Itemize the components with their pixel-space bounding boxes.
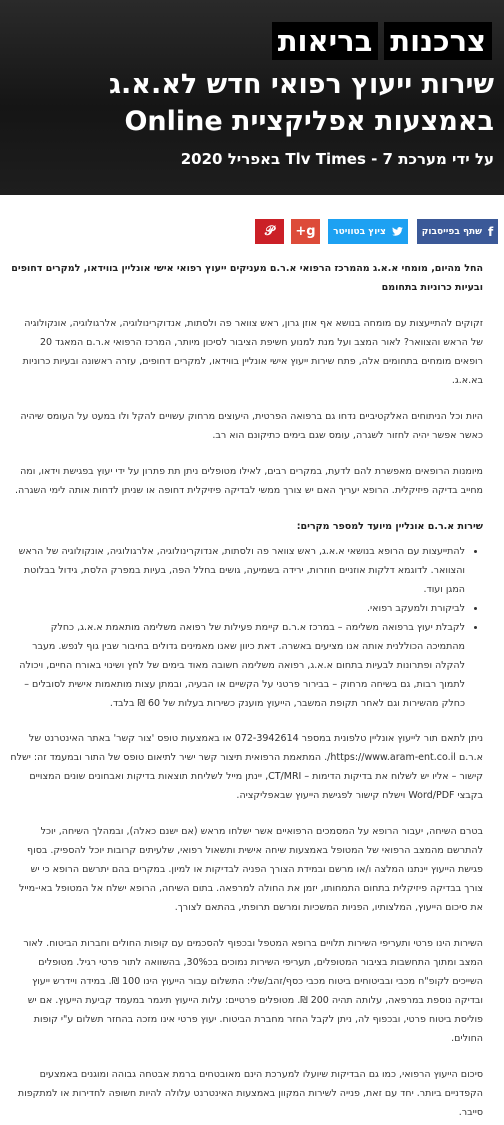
list-item: • לביקורת ולמעקב רפואי. [10, 599, 465, 618]
article-paragraph-7: סיכום הייעוץ הרפואי, כמו גם הבדיקות שיועלו למערכת הינם מאובטחים ברמת אבטחה גבוהה ומוגנים באמצעים הקפדניים ביותר. יחד עם זאת, פנייה לשירות המקוון באמצעות האינטרנט עלולה להיות חשופה לחדירות או למתקפות סייבר. [17, 1069, 483, 1118]
twitter-share-button[interactable] [328, 219, 408, 244]
article-paragraph-2: היות וכל הניתוחים האלקטיביים נדחו גם ברפואה הפרטית, היעוצים מרחוק עשויים להקל ולו במעט על העומס שיהיה כאשר אפשר יהיה לחזור לשגרה, עומס שגם בימים כתיקונם הוא רב. [20, 411, 483, 441]
twitter-icon [392, 225, 403, 239]
article-paragraph-3: מיומנות הרופאים מאפשרת להם לדעת, במקרים רבים, לאילו מטופלים ניתן תת פתרון על ידי יעוץ בפגישת וידאו, ומה מחייב בדיקה פיזיקלית. הרופא יעריך האם יש צורך ממשי לבדיקה פיזיקלית דחופה או שניתן לדחות אותה לימי השגרה. [15, 466, 483, 496]
article-subheading: שירות א.ר.ם אונליין מיועד למספר מקרים: [296, 521, 483, 532]
google-plus-share-button[interactable] [291, 219, 320, 244]
article-paragraph-5: בטרם השיחה, יעבור הרופא על המסמכים הרפואיים אשר ישלחו מראש (אם ישנם כאלה), ובמהלך השיחה, יוכל להתרשם מהמצב הרפואי של המטופל באמצעות שיחה אישית ותשאול רפואי, שלעיתים קרובות יוכל להספיק. בסוף פגישת הייעוץ יינתנו המלצה ו/או מרשם ובמידת הצורך הפניה לבדיקות או למיון. במקרים בהם יתרשם הרופא כי יש צורך בבדיקה פיזיקלית בתחום התמחותו, יזמן את החולה למרפאה. בתום השיחה, הרופא ישלח אל המטופל באי-מייל את סיכום הייעוץ, המלצותיו, הפניות המשכיות ומרשם תרופתי, בהתאם לצורך. [19, 826, 483, 913]
category-tag-health[interactable]: בריאות [272, 22, 379, 60]
article-headline: שירות ייעוץ רפואי חדש לא.א.ג באמצעות אפליקציית Online [108, 69, 494, 137]
article-paragraph-4: ניתן לתאם תור לייעוץ אונליין טלפונית במספר 072-3942614 או באמצעות טופס 'צור קשר' באתר האינטרנט של א.ר.ם https://www.aram-ent.co.il/. המתאמת הרפואית תיצור קשר ישיר לתיאום טופס של התור ובמעמד זה: ישלח קישור – אליו יש לשלוח את בדיקות הדימות – CT/MRI, יינתן מייל לשליחת תוצאות בדיקות ואבחונים שונים המצויים בקבצי Word/PDF וישלח קישור לפגישת הייעוץ שבאפליקציה. [10, 733, 483, 801]
article-paragraph-1: זקוקים להתייעצות עם מומחה בנושא אף אוזן גרון, ראש צוואר פה ולסתות, אנדוקרינולוגיה, אלרגולוגיה, אונקולוגיה של הראש והצוואר? לאור המצב ועל מנת למנוע חשיפת הציבור לסיכון מיותר, המרכז הרפואי א.ר.ם המאגד 20 רופאים מומחים בתחומים אלה, פתח שירות ייעוץ אישי אונליין בווידאו, למקרים דחופים, עזרה ראשונה ובעיות כרוניות בא.א.ג. [22, 318, 483, 386]
article-byline [181, 150, 494, 168]
byline-prefix: על ידי מערכת [398, 150, 494, 168]
facebook-icon: f [488, 224, 494, 239]
facebook-share-button[interactable] [417, 219, 498, 244]
google-plus-icon: g+ [295, 224, 316, 239]
list-item: • להתייעצות עם הרופא בנושאי א.א.ג, ראש צוואר פה ולסתות, אנדוקרינולוגיה, אלרגולוגיה, אונקולוגיה של הראש והצוואר. לדוגמא דלקות אוזניים חוזרות, ירידה בשמיעה, גושים בחלל הפה, בעיות במפרק הלסת, גידול בבלוטת המגן ועוד. [10, 542, 465, 599]
facebook-share-label: שתף בפייסבוק [421, 226, 482, 237]
twitter-share-label: ציוץ בטוויטר [333, 226, 386, 237]
pinterest-icon: 𝒫 [264, 224, 275, 239]
category-tags [272, 22, 492, 60]
share-bar [0, 195, 504, 255]
article-body [0, 259, 504, 1122]
list-item: • לקבלת יעוץ ברפואה משלימה – במרכז א.ר.ם קיימת פעילות של רפואה משלימה מותאמת א.א.ג, כחלק מהתמיכה הכוללנית אותה אנו מציעים באשרה. דאת כיוון שאנו מאמינים גדולים בחיבור שבין גוף לנפש. מעבר להקלה ופתרונות לבעיות בתחום א.א.ג, רפואה משלימה חשובה מאוד בימים של לחץ ושינוי באורח החיים, ויכולה לתמוך רבות, גם בשיחה מרחוק – בבירור פרטני על הקשיים או הבעיה, ובמתן עצות מותאמות אישית לסובלים – כחלק מהשירות וגם לאחר תקופת המשבר, הייעוץ מוענק כשירות בעלות של 60 ₪ בלבד. [10, 618, 465, 713]
article-lead: החל מהיום, מומחי א.א.ג מהמרכז הרפואי א.ר.ם מעניקים ייעוץ רפואי אישי אונליין בווידאו, למקרים דחופים ובעיות כרוניות בתחומם [11, 263, 483, 293]
byline-author[interactable]: Tlv Times [285, 150, 366, 168]
article-paragraph-6: השירות הינו פרטי ותעריפי השירות תלויים ברופא המטפל ובכפוף להסכמים עם קופות החולים וחברות הביטוח. לאור המצב ומתוך התחשבות בציבור המטופלים, תעריפי השירות נמוכים בכ30%, בהשוואה לתור פרטי רגיל. מטופלים השייכים לקופ"ח מכבי ובביטוחים ביטוח מכבי כסף/זהב/שלי: התשלום עבור הייעוץ הינו 100 ₪. במידה ויידרש ייעוץ ובדיקה נוספת במרפאה, עלותה תהיה 200 ₪. מטופלים פרטיים: עלות הייעוץ תיגמר במעמד קביעת הייעוץ. אם יש פוליסת ביטוח פרטי, ובכפוף לה, ניתן לקבל החזר מחברת הביטוח. יעוץ פרטי אינו מזכה בהחזר תשלום ע"י קופות החולים. [23, 938, 483, 1044]
category-tag-consumer[interactable]: צרכנות [384, 22, 492, 60]
article-hero [0, 0, 504, 195]
services-list [10, 542, 483, 713]
byline-date: - 7 באפריל 2020 [180, 150, 393, 168]
pinterest-share-button[interactable] [255, 219, 284, 244]
